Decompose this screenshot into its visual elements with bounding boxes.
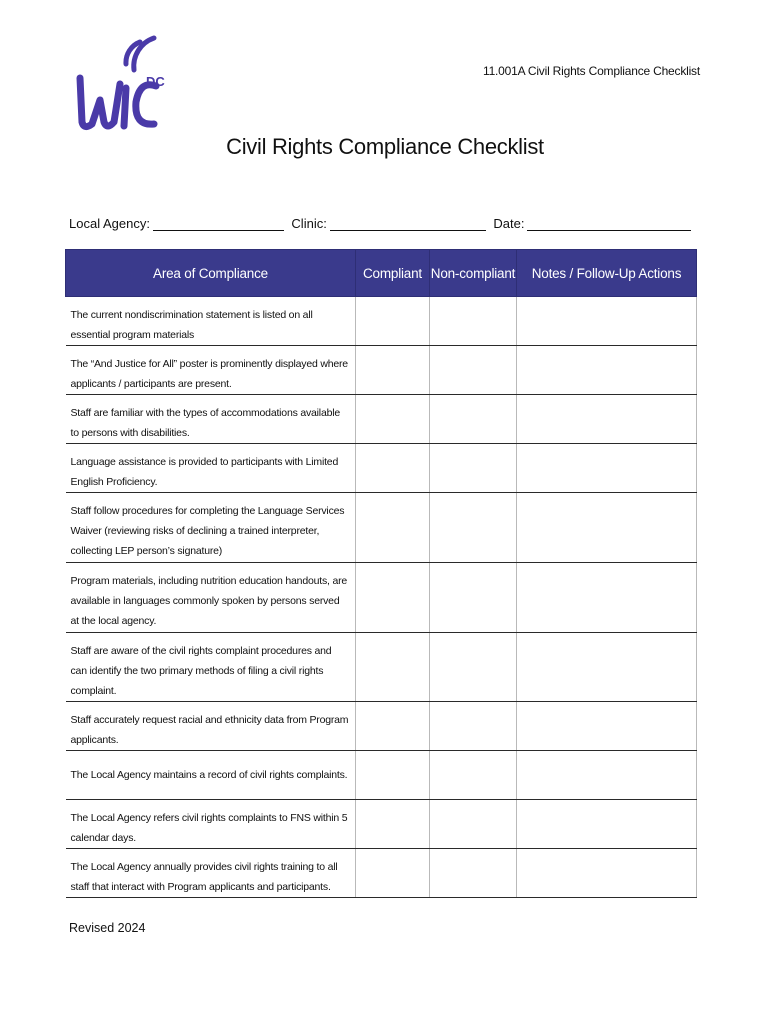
local-agency-field[interactable] <box>153 212 284 231</box>
non-compliant-cell[interactable] <box>430 751 517 800</box>
notes-cell[interactable] <box>517 346 697 395</box>
notes-cell[interactable] <box>517 395 697 444</box>
column-header-compliant: Compliant <box>356 250 430 297</box>
page-title: Civil Rights Compliance Checklist <box>226 134 544 159</box>
table-row <box>66 702 697 751</box>
compliant-cell[interactable] <box>356 444 430 493</box>
compliant-cell[interactable] <box>356 395 430 444</box>
clinic-field[interactable] <box>330 212 486 231</box>
table-row <box>66 849 697 898</box>
table-row <box>66 751 697 800</box>
notes-cell[interactable] <box>517 563 697 633</box>
logo-dc-text: DC <box>146 74 165 89</box>
table-row <box>66 444 697 493</box>
non-compliant-cell[interactable] <box>430 297 517 346</box>
table-row <box>66 395 697 444</box>
compliance-item: The Local Agency refers civil rights complaints to FNS within 5 calendar days. <box>66 800 356 849</box>
non-compliant-cell[interactable] <box>430 563 517 633</box>
notes-cell[interactable] <box>517 849 697 898</box>
column-header-area: Area of Compliance <box>66 250 356 297</box>
non-compliant-cell[interactable] <box>430 849 517 898</box>
notes-cell[interactable] <box>517 633 697 702</box>
compliance-item: The current nondiscrimination statement is listed on all essential program materials <box>66 297 356 346</box>
compliant-cell[interactable] <box>356 563 430 633</box>
compliance-item: Staff follow procedures for completing the Language Services Waiver (reviewing risks of declining a trained interpreter, collecting LEP person’s signature) <box>66 493 356 563</box>
date-label: Date: <box>493 216 525 231</box>
non-compliant-cell[interactable] <box>430 346 517 395</box>
compliance-item: Program materials, including nutrition education handouts, are available in languages commonly spoken by persons served at the local agency. <box>66 563 356 633</box>
notes-cell[interactable] <box>517 444 697 493</box>
header-fields <box>69 212 691 231</box>
non-compliant-cell[interactable] <box>430 395 517 444</box>
notes-cell[interactable] <box>517 800 697 849</box>
compliance-item: Staff are familiar with the types of accommodations available to persons with disabilities. <box>66 395 356 444</box>
compliant-cell[interactable] <box>356 702 430 751</box>
table-row <box>66 800 697 849</box>
column-header-notes: Notes / Follow-Up Actions <box>517 250 697 297</box>
table-row <box>66 633 697 702</box>
compliant-cell[interactable] <box>356 297 430 346</box>
notes-cell[interactable] <box>517 702 697 751</box>
local-agency-label: Local Agency: <box>69 216 150 231</box>
non-compliant-cell[interactable] <box>430 800 517 849</box>
table-row <box>66 563 697 633</box>
table-row <box>66 297 697 346</box>
compliant-cell[interactable] <box>356 493 430 563</box>
compliance-item: The Local Agency annually provides civil rights training to all staff that interact with Program applicants and participants. <box>66 849 356 898</box>
column-header-non-compliant: Non-compliant <box>430 250 517 297</box>
compliance-table <box>65 249 697 898</box>
non-compliant-cell[interactable] <box>430 444 517 493</box>
compliant-cell[interactable] <box>356 849 430 898</box>
notes-cell[interactable] <box>517 751 697 800</box>
compliance-item: Staff are aware of the civil rights complaint procedures and can identify the two primary methods of filing a civil rights complaint. <box>66 633 356 702</box>
compliance-item: Language assistance is provided to participants with Limited English Proficiency. <box>66 444 356 493</box>
date-field[interactable] <box>527 212 691 231</box>
table-row <box>66 493 697 563</box>
compliance-item: The “And Justice for All” poster is prominently displayed where applicants / participants are present. <box>66 346 356 395</box>
notes-cell[interactable] <box>517 297 697 346</box>
compliance-item: Staff accurately request racial and ethnicity data from Program applicants. <box>66 702 356 751</box>
non-compliant-cell[interactable] <box>430 633 517 702</box>
non-compliant-cell[interactable] <box>430 702 517 751</box>
compliance-item: The Local Agency maintains a record of civil rights complaints. <box>66 751 356 800</box>
document-code: 11.001A Civil Rights Compliance Checklist <box>482 64 700 78</box>
compliant-cell[interactable] <box>356 633 430 702</box>
clinic-label: Clinic: <box>291 216 327 231</box>
wic-dc-logo <box>74 34 170 136</box>
compliant-cell[interactable] <box>356 751 430 800</box>
compliant-cell[interactable] <box>356 800 430 849</box>
non-compliant-cell[interactable] <box>430 493 517 563</box>
table-row <box>66 346 697 395</box>
compliant-cell[interactable] <box>356 346 430 395</box>
notes-cell[interactable] <box>517 493 697 563</box>
revised-date: Revised 2024 <box>69 921 146 935</box>
